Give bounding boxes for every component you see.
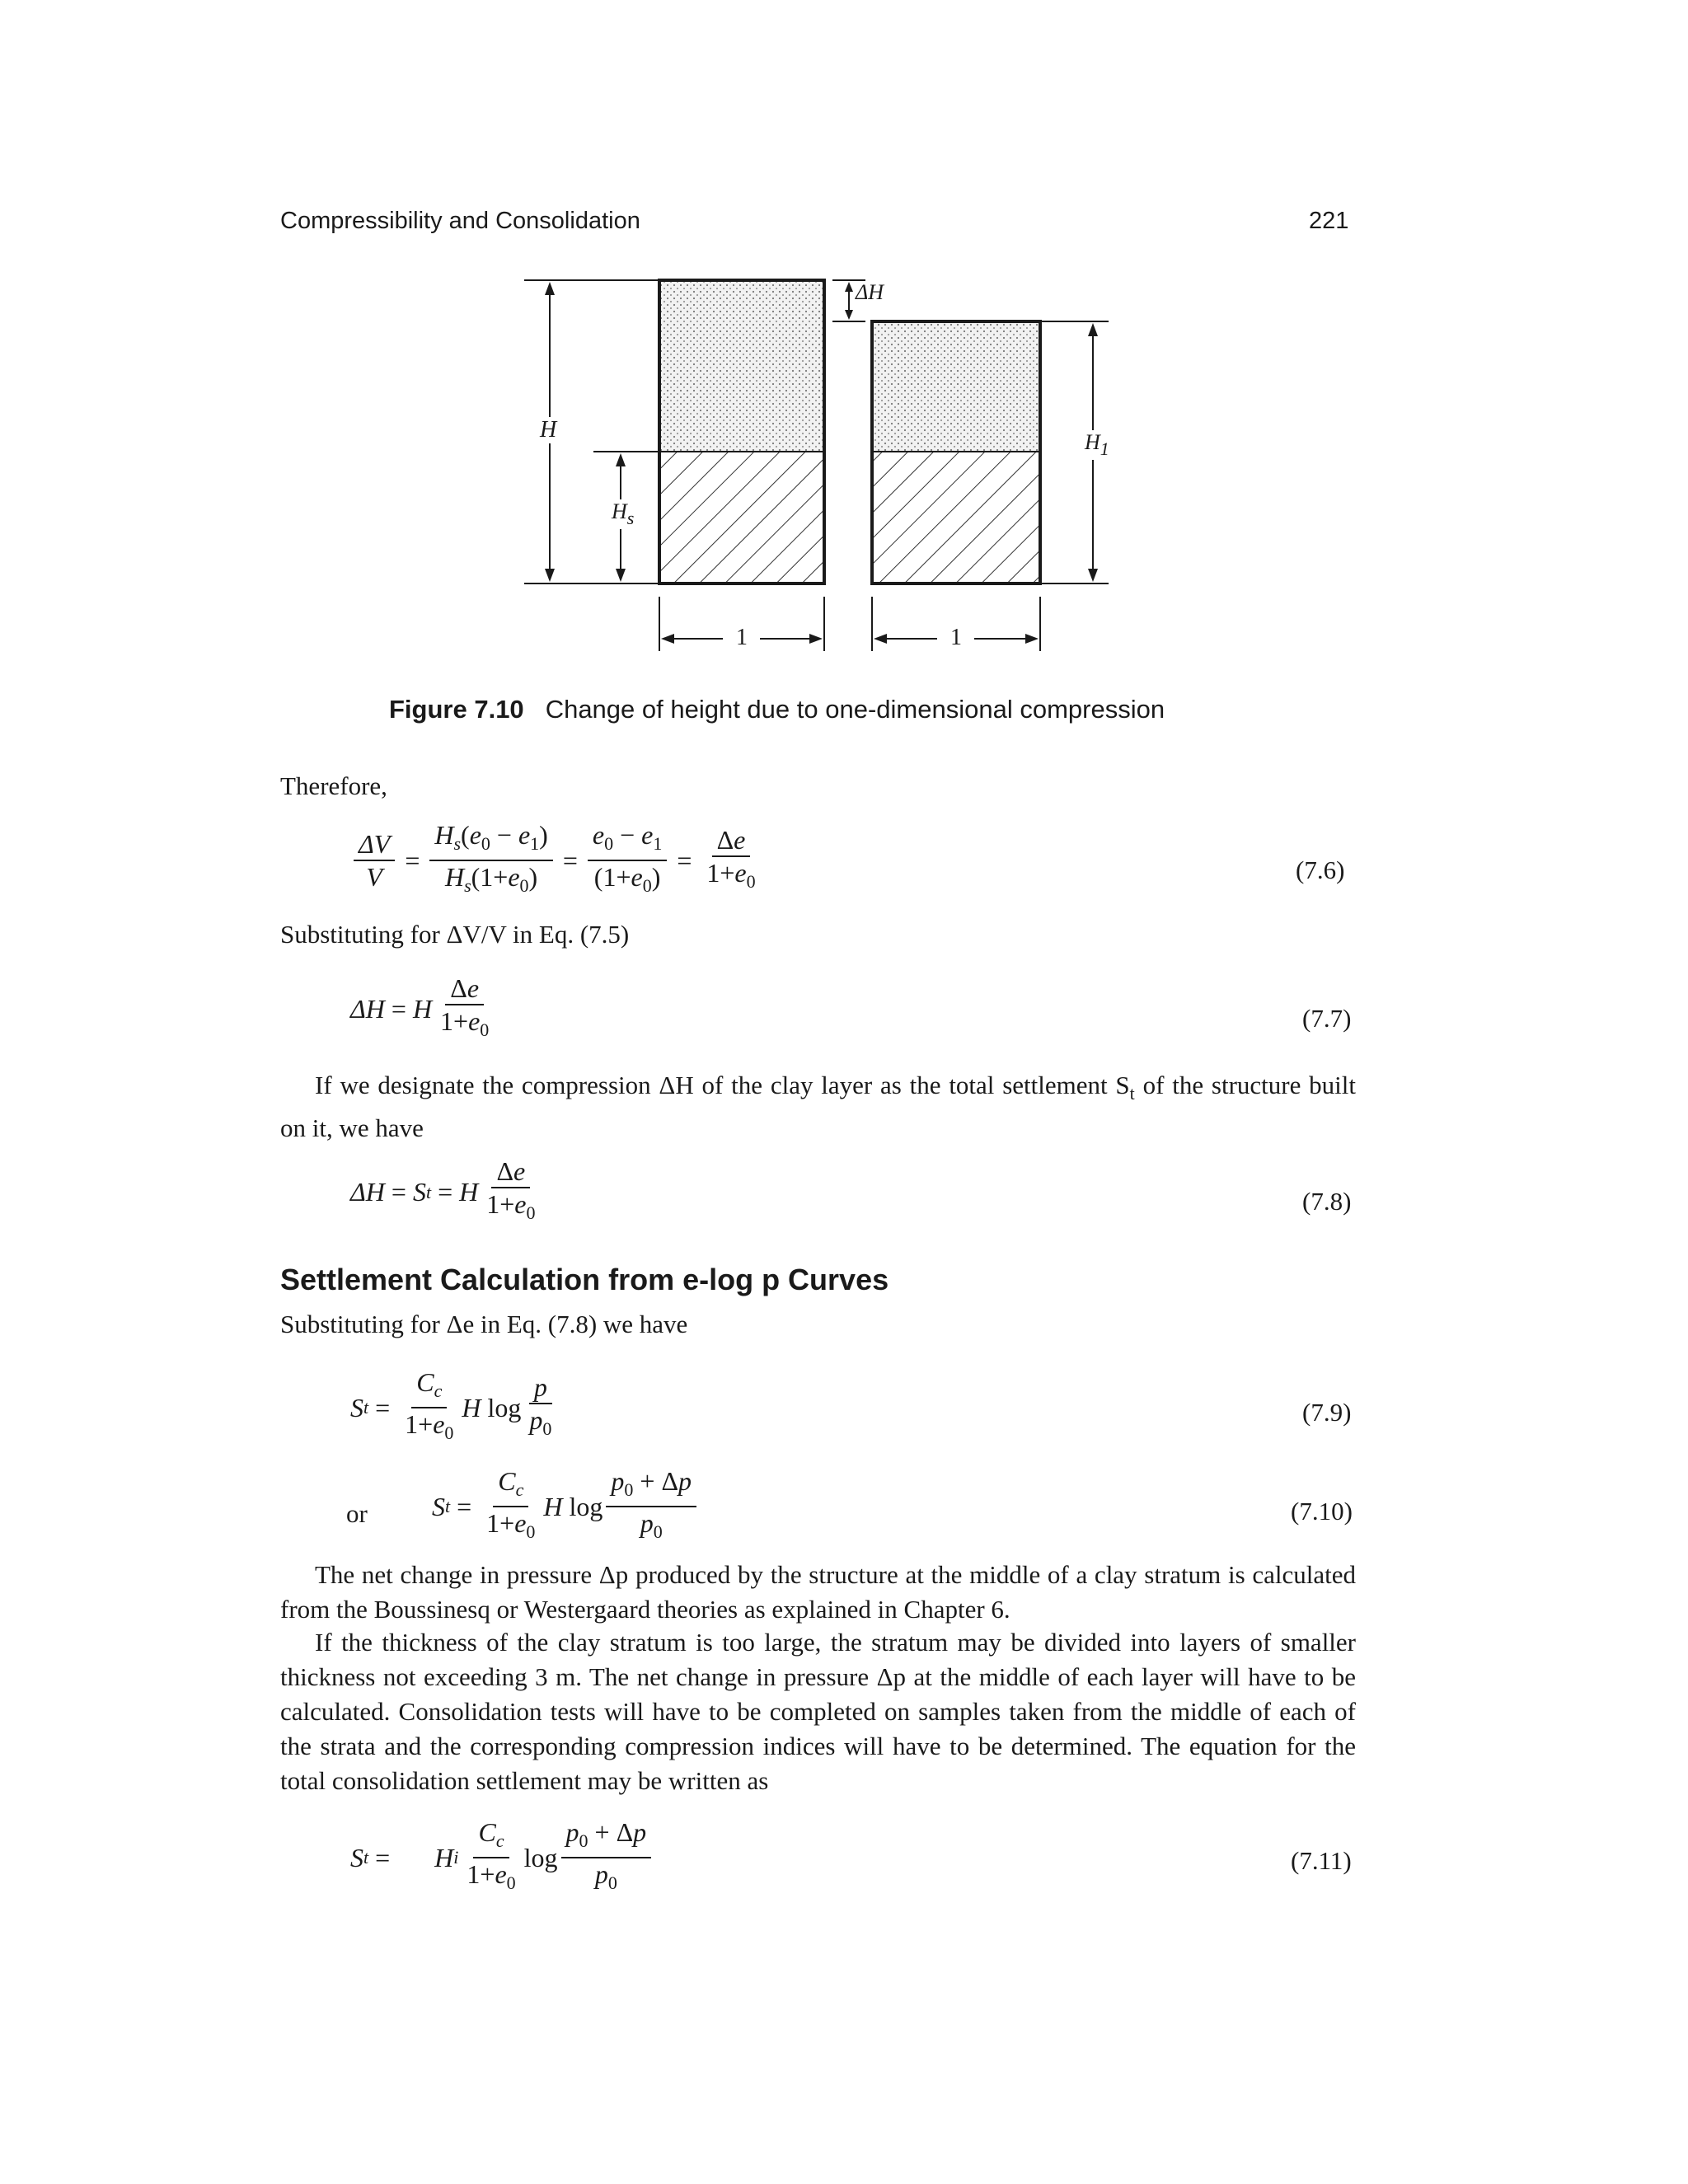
section-heading: Settlement Calculation from e-log p Curves	[280, 1263, 889, 1296]
label-width-left: 1	[736, 625, 748, 650]
equation-7-11: S t = H i $\frac{C_c}{1+e_0}$ log $\frac{p_0 + \Delta p}{p_0}$	[350, 1818, 654, 1897]
compression-figure	[495, 264, 1154, 676]
running-title: Compressibility and Consolidation	[280, 208, 640, 234]
solids-region-left	[659, 452, 824, 583]
figure-caption: Figure 7.10 Change of height due to one-dimensional compression	[389, 695, 1165, 724]
equation-7-10: S t = $\frac{C_c}{1+e_0}$ H log $\frac{p_0 + \Delta p}{p_0}$	[432, 1467, 700, 1546]
or-text: or	[346, 1499, 368, 1528]
solids-region-right	[872, 452, 1040, 583]
equation-7-7: ΔH = H $\frac{\Delta e}{1+e_0}$	[350, 973, 490, 1040]
page-number: 221	[1309, 208, 1349, 234]
thickness-paragraph: If the thickness of the clay stratum is too large, the stratum may be divided into layers of smaller thickness not exceeding 3 m. The net change in pressure Δp at the middle of each layer will have to be calculated. Consolidation tests will have to be completed on samples taken from the middle of each of the strata and the corresponding compression indices will have to be determined. The equation for the total consolidation settlement may be written as	[280, 1628, 1356, 1795]
net-change-paragraph: The net change in pressure Δp produced by the structure at the middle of a clay stratum is calculated from the Boussinesq or Westergaard theories as explained in Chapter 6.	[280, 1560, 1356, 1624]
equation-number-7-8: (7.8)	[1302, 1187, 1352, 1216]
equation-7-6: $\frac{\Delta V}{V}$ = $\frac{H_s(e_0 - e_1)}{H_s(1+e_0)}$ = $\frac{e_0 - e_1}{(1+e_0)}$ = $\frac{\Delta e}{1+e_0}$	[350, 821, 764, 900]
substituting-dv-text: Substituting for ΔV/V in Eq. (7.5)	[280, 920, 630, 949]
equation-number-7-10: (7.10)	[1291, 1497, 1353, 1526]
label-width-right: 1	[950, 625, 962, 650]
equation-7-9: S t = $\frac{C_c}{1+e_0}$ H log $\frac{p}{p_0}$	[350, 1367, 552, 1443]
therefore-text: Therefore,	[280, 771, 387, 800]
equation-number-7-7: (7.7)	[1302, 1004, 1352, 1033]
voids-region-left	[659, 280, 824, 452]
label-delta-H: ΔH	[856, 280, 884, 304]
equation-number-7-6: (7.6)	[1296, 855, 1345, 884]
equation-number-7-9: (7.9)	[1302, 1398, 1352, 1427]
label-H1: $H_1$	[1085, 430, 1109, 459]
equation-number-7-11: (7.11)	[1291, 1846, 1352, 1875]
substituting-de-text: Substituting for Δe in Eq. (7.8) we have	[280, 1310, 688, 1338]
designate-paragraph: If we designate the compression ΔH of the clay layer as the total settlement $S_t$ of the structure built on it, we have	[280, 1071, 1356, 1142]
label-H: H	[537, 417, 559, 443]
voids-region-right	[872, 321, 1040, 452]
equation-7-8: ΔH = S t = H $\frac{\Delta e}{1+e_0}$	[350, 1156, 536, 1223]
label-Hs: $H_s$	[612, 499, 635, 528]
